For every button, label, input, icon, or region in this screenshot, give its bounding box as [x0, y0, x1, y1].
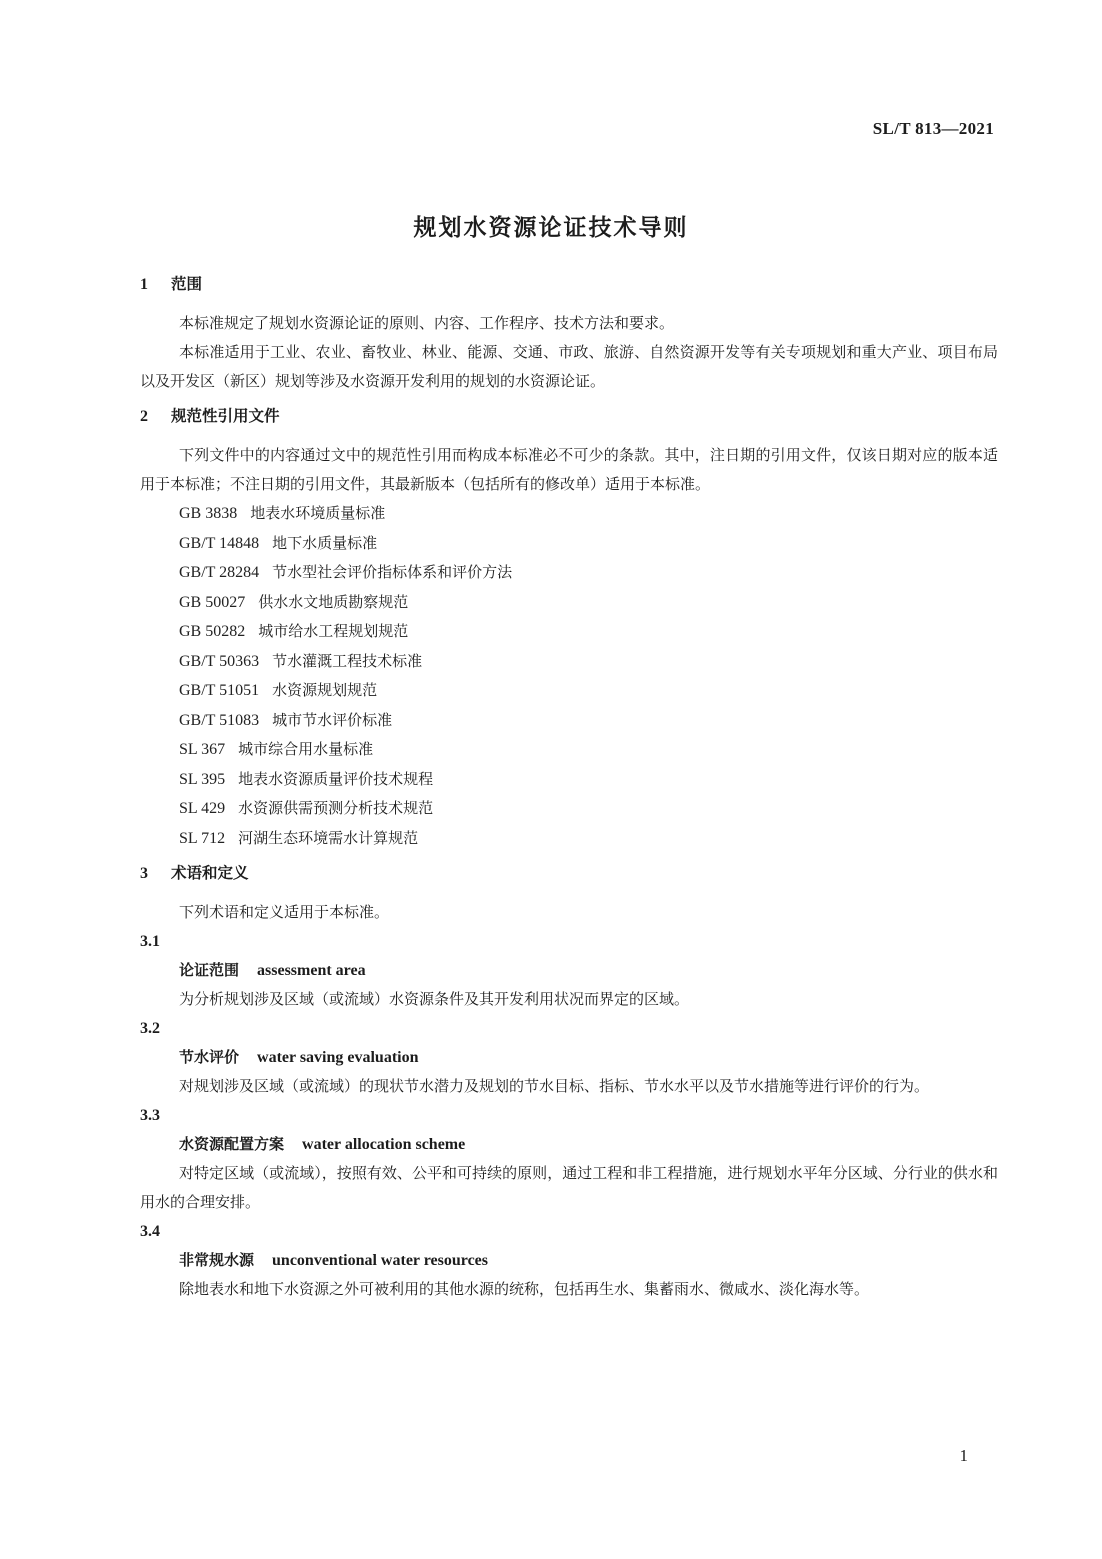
section-title: 术语和定义 [171, 864, 249, 882]
reference-title: 地下水质量标准 [272, 533, 378, 552]
reference-code: GB 50027 [179, 593, 246, 611]
term-zh: 论证范围 [179, 961, 240, 979]
reference-item [140, 499, 998, 529]
reference-item [140, 588, 998, 618]
term-definition: 为分析规划涉及区域（或流域）水资源条件及其开发利用状况而界定的区域。 [179, 990, 690, 1008]
section-3-heading [140, 859, 998, 888]
clause-number: 3.1 [140, 933, 160, 950]
paragraph: 下列术语和定义适用于本标准。 [179, 903, 390, 921]
reference-list [140, 499, 998, 853]
standard-code: SL/T 813—2021 [872, 119, 994, 138]
reference-title: 城市综合用水量标准 [238, 740, 374, 758]
reference-item [140, 794, 998, 824]
term-entry [140, 956, 998, 985]
term-zh: 水资源配置方案 [179, 1135, 285, 1153]
term-entry [140, 1246, 998, 1275]
reference-code: GB/T 51083 [179, 711, 260, 729]
term-en: water saving evaluation [257, 1049, 419, 1066]
term-definition: 对特定区域（或流域），按照有效、公平和可持续的原则，通过工程和非工程措施，进行规划水平年分区域、分行业的供水和用水的合理安排。 [140, 1164, 998, 1211]
term-zh: 节水评价 [179, 1048, 240, 1066]
reference-code: SL 367 [179, 741, 226, 758]
term-entry [140, 1130, 998, 1159]
reference-item [140, 824, 998, 854]
reference-title: 城市节水评价标准 [272, 710, 393, 729]
reference-item [140, 617, 998, 647]
reference-code: GB 3838 [179, 505, 238, 522]
document-title: 规划水资源论证技术导则 [413, 215, 689, 241]
reference-title: 节水型社会评价指标体系和评价方法 [272, 563, 513, 581]
reference-code: GB/T 28284 [179, 564, 260, 581]
section-title: 规范性引用文件 [171, 407, 280, 425]
section-2-heading [140, 402, 998, 431]
term-en: unconventional water resources [272, 1252, 489, 1269]
clause-number: 3.2 [140, 1020, 160, 1037]
paragraph: 下列文件中的内容通过文中的规范性引用而构成本标准必不可少的条款。其中，注日期的引用文件，仅该日期对应的版本适用于本标准；不注日期的引用文件，其最新版本（包括所有的修改单）适用于本标准。 [140, 446, 998, 493]
reference-code: GB 50282 [179, 623, 246, 640]
document-body [140, 270, 998, 1304]
reference-title: 地表水资源质量评价技术规程 [238, 769, 434, 788]
term-definition: 对规划涉及区域（或流域）的现状节水潜力及规划的节水目标、指标、节水水平以及节水措施等进行评价的行为。 [179, 1077, 930, 1095]
term-en: assessment area [257, 962, 366, 979]
term-definition: 除地表水和地下水资源之外可被利用的其他水源的统称，包括再生水、集蓄雨水、微咸水、淡化海水等。 [179, 1280, 870, 1298]
term-entry [140, 1043, 998, 1072]
reference-title: 城市给水工程规划规范 [258, 622, 409, 640]
reference-item [140, 558, 998, 588]
term-zh: 非常规水源 [179, 1251, 255, 1269]
section-number: 3 [140, 865, 148, 882]
reference-title: 供水水文地质勘察规范 [258, 592, 409, 611]
reference-item [140, 676, 998, 706]
reference-item [140, 647, 998, 677]
section-1-heading [140, 270, 998, 299]
reference-item [140, 735, 998, 765]
paragraph: 本标准适用于工业、农业、畜牧业、林业、能源、交通、市政、旅游、自然资源开发等有关专项规划和重大产业、项目布局以及开发区（新区）规划等涉及水资源开发利用的规划的水资源论证。 [140, 343, 998, 390]
clause-number: 3.3 [140, 1107, 160, 1124]
reference-code: GB/T 50363 [179, 652, 260, 670]
term-en: water allocation scheme [302, 1136, 466, 1153]
reference-title: 地表水环境质量标准 [250, 504, 386, 522]
reference-title: 水资源规划规范 [272, 681, 378, 699]
reference-code: GB/T 14848 [179, 534, 260, 552]
section-number: 1 [140, 276, 148, 293]
reference-title: 河湖生态环境需水计算规范 [238, 828, 419, 847]
reference-code: GB/T 51051 [179, 682, 260, 699]
page-number: 1 [959, 1446, 968, 1465]
section-number: 2 [140, 408, 148, 425]
reference-item [140, 765, 998, 795]
reference-item [140, 529, 998, 559]
reference-code: SL 395 [179, 770, 226, 788]
reference-code: SL 429 [179, 800, 226, 817]
section-title: 范围 [171, 275, 203, 293]
reference-item [140, 706, 998, 736]
paragraph: 本标准规定了规划水资源论证的原则、内容、工作程序、技术方法和要求。 [179, 314, 675, 332]
clause-number: 3.4 [140, 1223, 160, 1240]
reference-title: 节水灌溉工程技术标准 [272, 651, 423, 670]
reference-code: SL 712 [179, 829, 226, 847]
reference-title: 水资源供需预测分析技术规范 [238, 799, 434, 817]
